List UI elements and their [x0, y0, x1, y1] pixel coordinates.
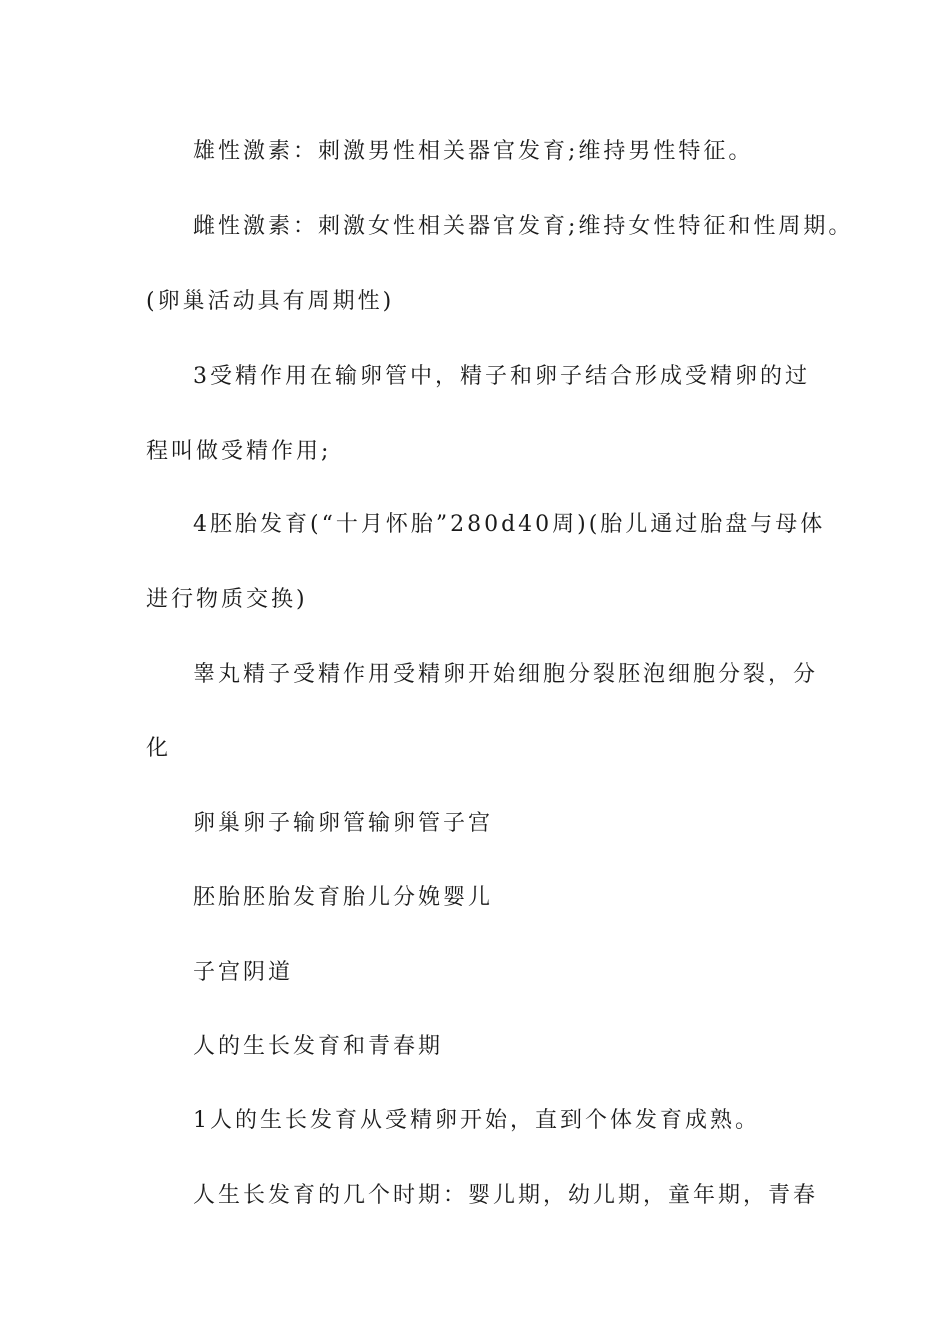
section-heading: 人的生长发育和青春期 — [193, 1034, 444, 1059]
paragraph-line: 睾丸精子受精作用受精卵开始细胞分裂胚泡细胞分裂，分 — [193, 662, 819, 687]
paragraph-line: 雌性激素：刺激女性相关器官发育;维持女性特征和性周期。 — [193, 214, 854, 239]
paragraph-line: 人生长发育的几个时期：婴儿期，幼儿期，童年期，青春 — [193, 1183, 819, 1208]
paragraph-line: 程叫做受精作用; — [146, 439, 332, 464]
paragraph-line: 进行物质交换) — [146, 587, 308, 612]
paragraph-line: (卵巢活动具有周期性) — [146, 289, 395, 314]
paragraph-line: 化 — [146, 736, 172, 761]
paragraph-line: 胚胎胚胎发育胎儿分娩婴儿 — [193, 885, 494, 910]
paragraph-line: 雄性激素：刺激男性相关器官发育;维持男性特征。 — [193, 139, 754, 164]
paragraph-line: 3受精作用在输卵管中，精子和卵子结合形成受精卵的过 — [193, 364, 810, 389]
paragraph-line: 4胚胎发育(“十月怀胎”280d40周)(胎儿通过胎盘与母体 — [193, 512, 826, 537]
paragraph-line: 卵巢卵子输卵管输卵管子宫 — [193, 811, 494, 836]
paragraph-line: 1人的生长发育从受精卵开始，直到个体发育成熟。 — [193, 1108, 760, 1133]
paragraph-line: 子宫阴道 — [193, 960, 294, 985]
